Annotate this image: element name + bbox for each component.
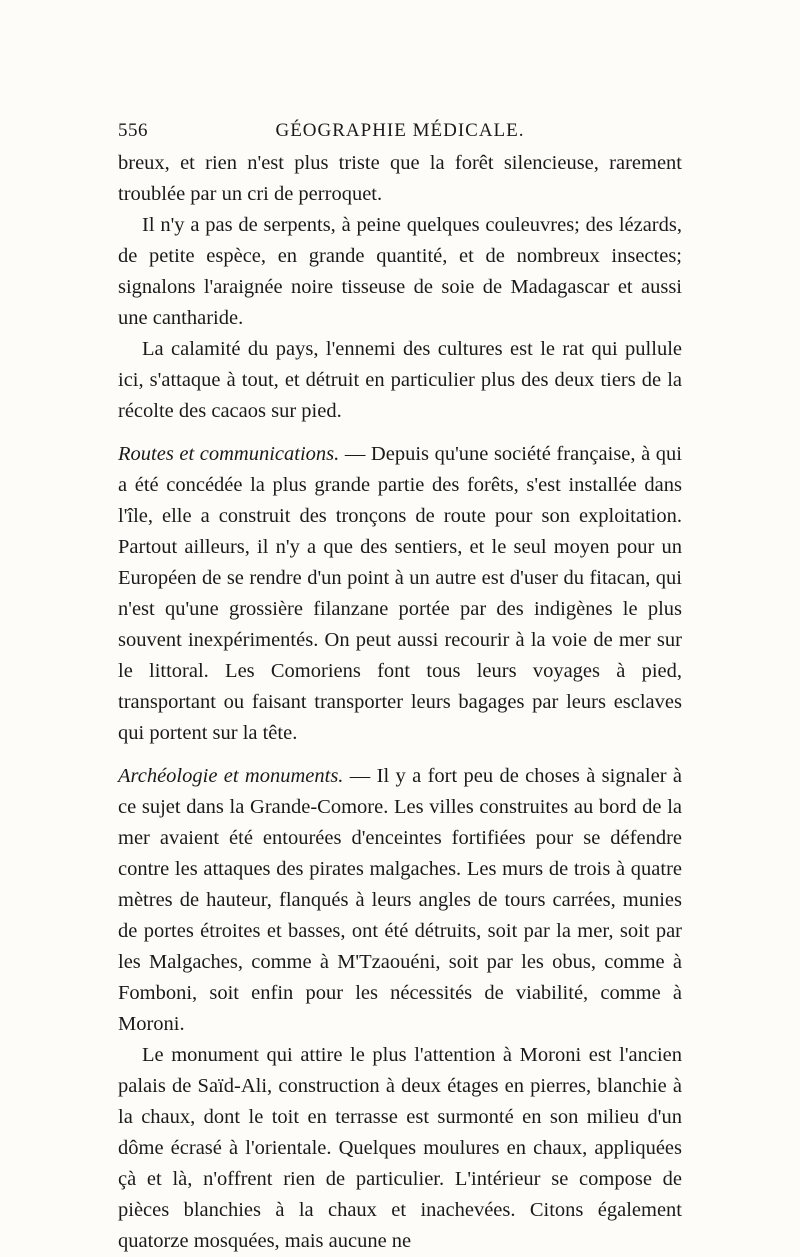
paragraph: La calamité du pays, l'ennemi des cultures est le rat qui pullule ici, s'attaque à tout, et détruit en particulier plus des deux tiers de la récolte des cacaos sur pied. xyxy=(118,338,682,422)
section-title: Archéologie et monuments. xyxy=(118,765,344,787)
paragraph: Le monument qui attire le plus l'attention à Moroni est l'ancien palais de Saïd-Ali, construction à deux étages en pierres, blanchie à la chaux, dont le toit en terrasse est surmonté en son milieu d'un dôme écrasé à l'orientale. Quelques moulures en chaux, appliquées çà et là, n'offrent rien de particulier. L'intérieur se compose de pièces blanchies à la chaux et inachevées. Citons également quatorze mosquées, mais aucune ne xyxy=(118,1044,682,1252)
paragraph: breux, et rien n'est plus triste que la forêt silencieuse, rarement troublée par un cri de perroquet. xyxy=(118,152,682,205)
body-text xyxy=(118,148,682,1257)
section-archeologie xyxy=(118,761,682,1040)
running-head xyxy=(118,114,682,148)
page-number: 556 xyxy=(118,120,148,141)
section-routes xyxy=(118,439,682,749)
section-text: — Il y a fort peu de choses à signaler à ce sujet dans la Grande-Comore. Les villes construites au bord de la mer avaient été entourées d'enceintes fortifiées pour se défendre contre les attaques des pirates malgaches. Les murs de trois à quatre mètres de hauteur, flanqués à leurs angles de tours carrées, munies de portes étroites et basses, ont été détruits, soit par la mer, soit par les Malgaches, comme à M'Tzaouéni, soit par les obus, comme à Fomboni, soit enfin pour les nécessités de viabilité, comme à Moroni. xyxy=(118,765,682,1035)
paragraph: Il n'y a pas de serpents, à peine quelques couleuvres; des lézards, de petite espèce, en grande quantité, et de nombreux insectes; signalons l'araignée noire tisseuse de soie de Madagascar et aussi une cantharide. xyxy=(118,214,682,329)
section-title: Routes et communications. xyxy=(118,443,340,465)
section-text: — Depuis qu'une société française, à qui a été concédée la plus grande partie des forêts, s'est installée dans l'île, elle a construit des tronçons de route pour son exploitation. Partout ailleurs, il n'y a que des sentiers, et le seul moyen pour un Européen de se rendre d'un point à un autre est d'user du fitacan, qui n'est qu'une grossière filanzane portée par des indigènes le plus souvent inexpérimentés. On peut aussi recourir à la voie de mer sur le littoral. Les Comoriens font tous leurs voyages à pied, transportant ou faisant transporter leurs bagages par leurs esclaves qui portent sur la tête. xyxy=(118,443,682,744)
running-title: GÉOGRAPHIE MÉDICALE. xyxy=(275,120,525,141)
